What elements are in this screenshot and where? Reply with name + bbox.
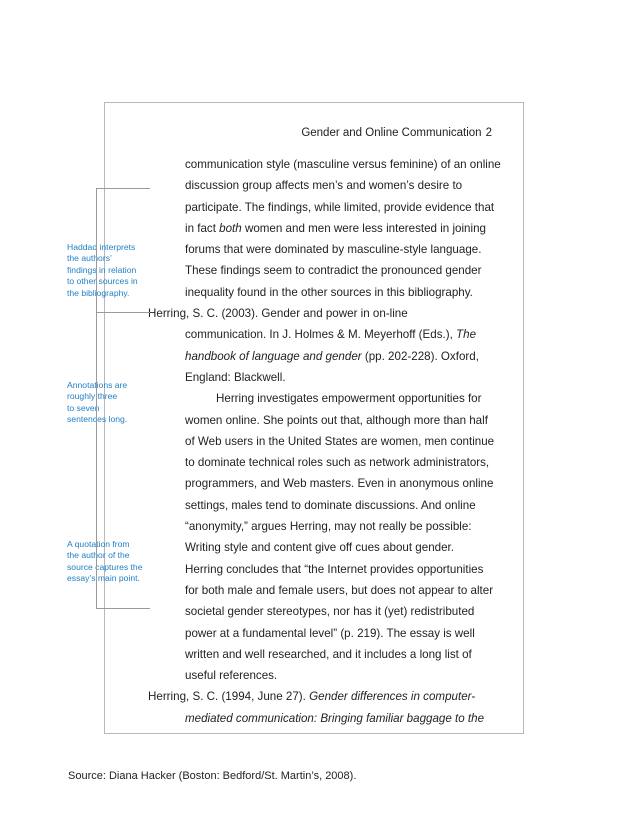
annotation-bracket-line (96, 292, 97, 494)
annotation-line: findings in relation (67, 264, 137, 275)
body-line: England: Blackwell. (185, 370, 286, 384)
body-line: inequality found in the other sources in this bibliography. (185, 285, 473, 299)
body-line: Herring investigates empowerment opportunities for (216, 392, 482, 406)
body-line: useful references. (185, 669, 278, 683)
italic-title: handbook of language and gender (185, 349, 362, 363)
italic-title: mediated communication: Bringing familiar baggage to the (185, 711, 485, 725)
italic-title: The (456, 328, 477, 342)
annotation-line: the author of the (67, 550, 130, 561)
body-line: power at a fundamental level” (p. 219). The essay is well (185, 626, 475, 640)
body-line: written and well researched, and it includes a long list of (185, 647, 472, 661)
body-text-segment: communication. In J. Holmes & M. Meyerhoff (Eds.), (185, 328, 457, 342)
body-line (148, 686, 508, 707)
annotation-line: the authors’ (67, 253, 112, 264)
body-line: communication style (masculine versus feminine) of an online (185, 158, 501, 171)
annotated-bibliography-body (148, 154, 508, 729)
body-line: These findings seem to contradict the pronounced gender (185, 264, 482, 278)
annotation-line: Haddad interprets (67, 242, 136, 252)
annotation-line: essay’s main point. (67, 573, 140, 584)
body-line: Herring, S. C. (2003). Gender and power in on-line (148, 307, 408, 321)
body-line (148, 346, 508, 367)
body-line: of Web users in the United States are women, men continue (185, 434, 495, 448)
annotation-line: Annotations are (67, 380, 128, 390)
margin-annotation-quotation (67, 539, 147, 585)
annotation-line: to seven (67, 402, 100, 413)
annotation-line: to other sources in (67, 276, 138, 287)
annotation-line: sentences long. (67, 414, 128, 425)
body-line (148, 324, 508, 345)
body-text-segment: in fact (185, 221, 220, 235)
annotation-line: source captures the (67, 561, 143, 572)
body-text-segment: (pp. 202-228). Oxford, (361, 349, 479, 363)
annotation-line: roughly three (67, 391, 118, 402)
annotation-line: the bibliography. (67, 287, 130, 298)
italic-title: Gender differences in computer- (309, 690, 476, 704)
annotation-bracket-bottom (96, 312, 150, 313)
body-line: settings, males tend to dominate discussions. And online (185, 498, 476, 512)
body-line: societal gender stereotypes, nor has it (yet) redistributed (185, 605, 475, 619)
body-line: discussion group affects men’s and women’s desire to (185, 179, 463, 193)
italic-title: both (219, 221, 242, 235)
body-text-segment: Herring, S. C. (1994, June 27). (148, 690, 310, 704)
running-head (120, 127, 492, 139)
body-line: programmers, and Web masters. Even in anonymous online (185, 477, 494, 491)
annotation-bracket-top (96, 188, 150, 189)
body-line (148, 708, 508, 729)
annotation-bracket-bottom (96, 608, 150, 609)
margin-annotation-interprets (67, 242, 147, 299)
source-caption: Source: Diana Hacker (Boston: Bedford/St. Martin’s, 2008). (68, 770, 357, 782)
page-number: 2 (485, 127, 492, 139)
running-head-title: Gender and Online Communication (301, 127, 482, 139)
annotation-line: A quotation from (67, 539, 130, 549)
body-line: Herring concludes that “the Internet provides opportunities (185, 562, 484, 576)
body-line (148, 218, 508, 239)
body-line: forums that were dominated by masculine-style language. (185, 243, 482, 257)
annotation-bracket-line (96, 494, 97, 608)
body-line: women online. She points out that, although more than half (185, 413, 488, 427)
body-line: for both male and female users, but does not appear to alter (185, 583, 494, 597)
body-line: to dominate technical roles such as network administrators, (185, 456, 490, 470)
body-line: participate. The findings, while limited, provide evidence that (185, 200, 495, 214)
margin-annotation-length (67, 380, 147, 426)
body-line: “anonymity,” argues Herring, may not really be possible: (185, 520, 472, 534)
body-text-segment: women and men were less interested in joining (241, 221, 486, 235)
body-line: Writing style and content give off cues about gender. (185, 541, 454, 555)
